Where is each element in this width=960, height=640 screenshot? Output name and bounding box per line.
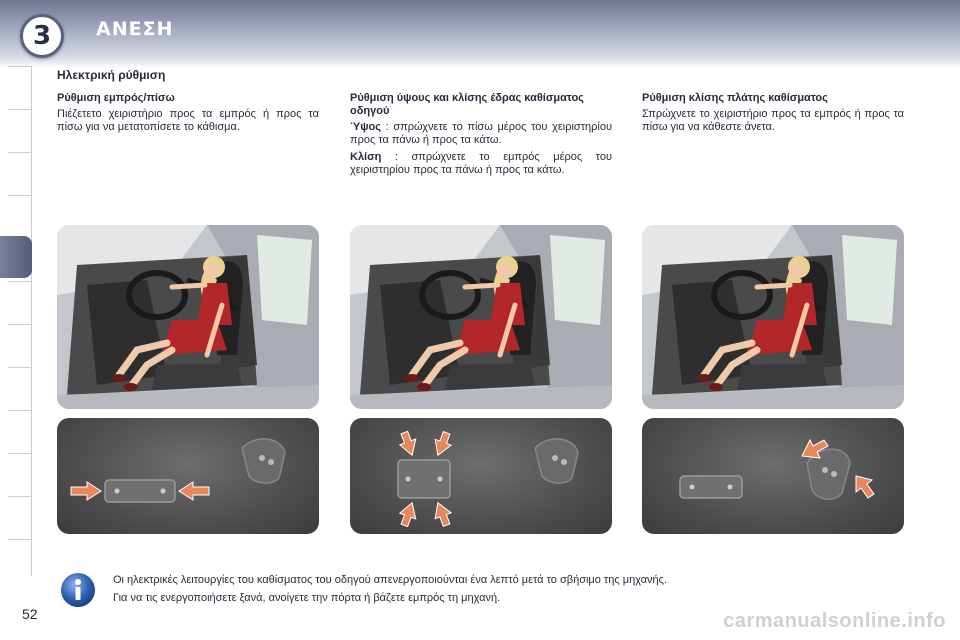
- chapter-tab-active: [0, 236, 32, 278]
- seat-control-drawing: [57, 418, 319, 534]
- header-fade: [0, 58, 960, 68]
- driver-seat-illustration: [350, 225, 612, 409]
- arrow-rear-up-icon: [396, 430, 420, 458]
- page-number: 52: [22, 606, 38, 622]
- column-height-tilt: [350, 92, 612, 181]
- paragraph-text: : σπρώχνετε το εμπρός μέρος του χειριστηρίου προς τα πάνω ή προς τα κάτω.: [350, 151, 612, 176]
- tab-divider: [8, 66, 32, 67]
- arrow-backrest-back-icon: [856, 476, 874, 498]
- driver-seat-illustration: [57, 225, 319, 409]
- paragraph-term: Ύψος: [350, 121, 381, 133]
- arrow-back-icon: [71, 482, 101, 500]
- driver-seat-drawing: [57, 225, 319, 409]
- backrest-control-closeup: [642, 418, 904, 534]
- tab-divider: [8, 109, 32, 110]
- chapter-title: ΑΝΕΣΗ: [96, 18, 174, 40]
- column-heading: Ρύθμιση ύψους και κλίσης έδρας καθίσματος οδηγού: [350, 92, 584, 117]
- column-backrest: [642, 92, 904, 138]
- tab-divider: [8, 539, 32, 540]
- info-note-line: Οι ηλεκτρικές λειτουργίες του καθίσματος του οδηγού απενεργοποιούνται ένα λεπτό μετά το σβήσιμο της μηχανής.: [113, 574, 668, 586]
- column-heading: Ρύθμιση εμπρός/πίσω: [57, 92, 175, 104]
- column-heading: Ρύθμιση κλίσης πλάτης καθίσματος: [642, 92, 828, 104]
- seat-control-drawing: [642, 418, 904, 534]
- column-paragraph: [57, 108, 319, 134]
- tab-divider: [8, 496, 32, 497]
- paragraph-term: Κλίση: [350, 151, 382, 163]
- arrow-forward-icon: [179, 482, 209, 500]
- tab-divider: [8, 367, 32, 368]
- section-title: Ηλεκτρική ρύθμιση: [57, 68, 166, 82]
- driver-seat-drawing: [350, 225, 612, 409]
- fore-aft-control-closeup: [57, 418, 319, 534]
- arrow-front-down-icon: [430, 500, 454, 528]
- tab-divider: [8, 195, 32, 196]
- info-note-line: Για να τις ενεργοποιήσετε ξανά, ανοίγετε την πόρτα ή βάζετε εμπρός τη μηχανή.: [113, 592, 501, 604]
- chapter-tab-rail: [0, 66, 32, 576]
- info-icon: [60, 572, 96, 608]
- column-paragraph: [350, 121, 612, 147]
- paragraph-text: : σπρώχνετε το πίσω μέρος του χειριστηρίου προς τα πάνω ή προς τα κάτω.: [350, 121, 612, 146]
- tab-divider: [8, 453, 32, 454]
- tab-divider: [8, 152, 32, 153]
- paragraph-text: Σπρώχνετε το χειριστήριο προς τα εμπρός ή προς τα πίσω για να κάθεστε άνετα.: [642, 108, 904, 133]
- arrow-front-up-icon: [430, 430, 454, 458]
- info-note: [113, 571, 913, 607]
- height-tilt-control-closeup: [350, 418, 612, 534]
- paragraph-text: Πιέζετετο χειριστήριο προς τα εμπρός ή προς τα πίσω για να μετατοπίσετε το κάθισμα.: [57, 108, 319, 133]
- arrow-rear-down-icon: [396, 500, 420, 528]
- driver-seat-illustration: [642, 225, 904, 409]
- column-paragraph: [350, 151, 612, 177]
- chapter-number-badge: 3: [20, 14, 64, 58]
- watermark: carmanualsonline.info: [723, 610, 946, 632]
- tab-divider: [8, 324, 32, 325]
- tab-divider: [8, 410, 32, 411]
- driver-seat-drawing: [642, 225, 904, 409]
- column-fore-aft: [57, 92, 319, 138]
- tab-divider: [8, 281, 32, 282]
- column-paragraph: [642, 108, 904, 134]
- seat-control-drawing: [350, 418, 612, 534]
